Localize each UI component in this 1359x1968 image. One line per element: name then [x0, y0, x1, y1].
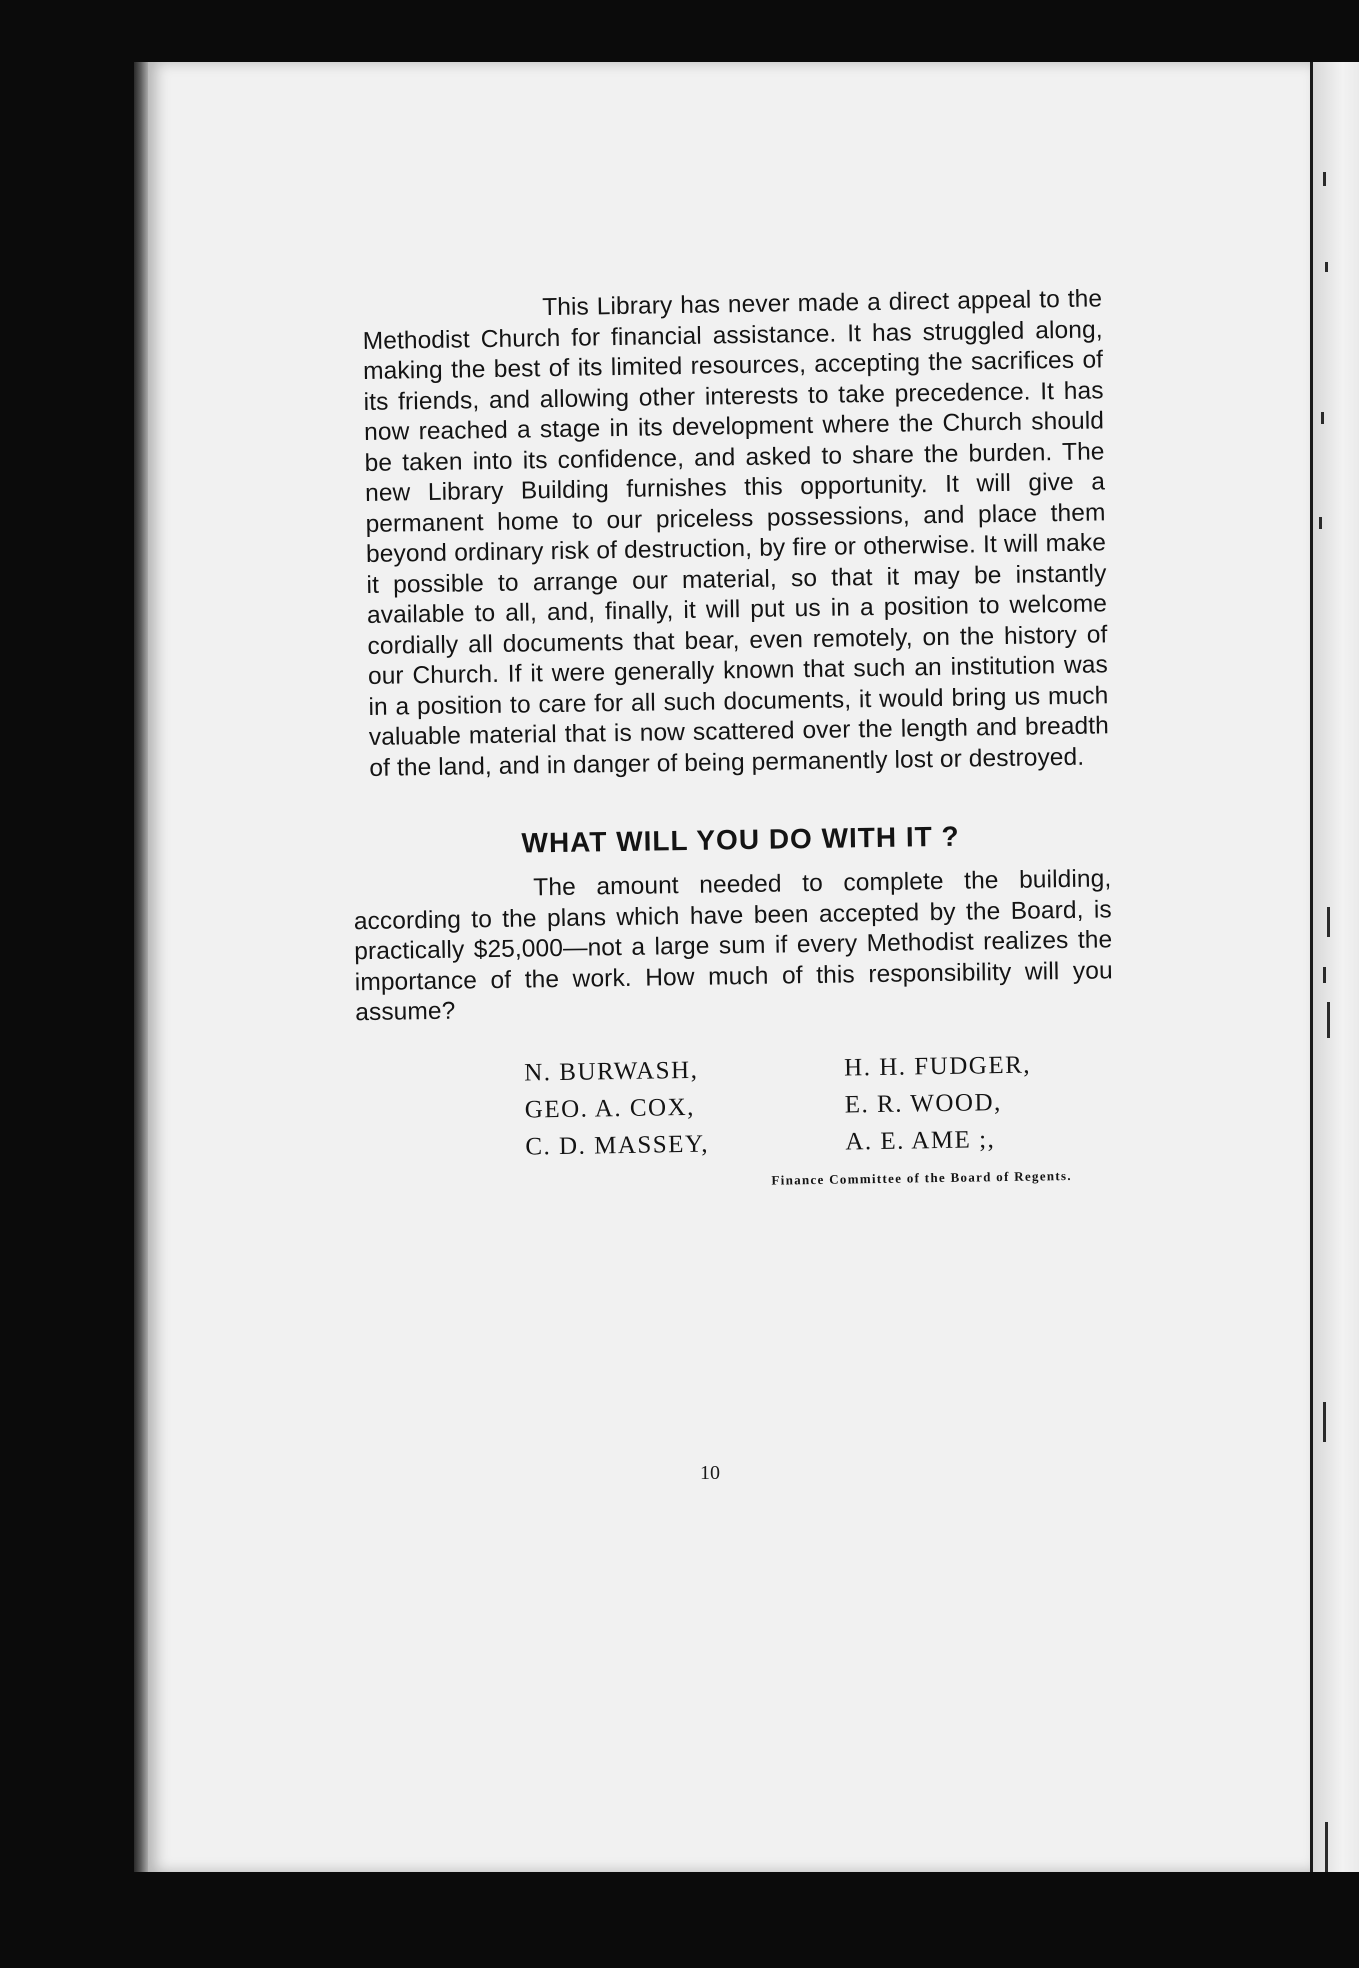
body-paragraph-2: The amount needed to complete the building, according to the plans which have been accepted by the Board, is practically $25,000—not a large sum if every Methodist realizes the importance of the work. How much of this responsibility will you assume?: [353, 865, 1113, 1027]
edge-mark: [1323, 1402, 1326, 1442]
signatory-massey: C. D. MASSEY,: [525, 1130, 710, 1161]
signatory-cox: GEO. A. COX,: [524, 1093, 696, 1124]
signature-block: [524, 1047, 1116, 1164]
facing-page-edge: [1310, 62, 1359, 1872]
signatory-ames: A. E. AME ;,: [845, 1125, 996, 1156]
signature-caption: Finance Committee of the Board of Regents.: [771, 1167, 1073, 1188]
body-paragraph-1: This Library has never made a direct appeal to the Methodist Church for financial assistance. It has struggled along, making the best of its limited resources, accepting the sacrifices of its friends, and allowing other interests to take precedence. It has now reached a stage in its development where the Church should be taken into its confidence, and asked to share the burden. The new Library Building furnishes this opportunity. It will give a permanent home to our priceless possessions, and place them beyond ordinary risk of destruction, by fire or otherwise. It will make it possible to arrange our material, so that it may be instantly available to all, and, finally, it will put us in a position to welcome cordially all documents that bear, even remotely, on the history of our Church. If it were generally known that such an institution was in a position to care for all such documents, it would bring us much valuable material that is now scattered over the length and breadth of the land, and in danger of being permanently lost or destroyed.: [362, 285, 1110, 782]
edge-mark: [1319, 517, 1322, 529]
edge-mark: [1323, 967, 1326, 983]
signatory-fudger: H. H. FUDGER,: [843, 1051, 1032, 1082]
edge-mark: [1325, 1822, 1328, 1872]
page-number: 10: [700, 1462, 720, 1484]
edge-mark: [1323, 172, 1326, 186]
signatory-wood: E. R. WOOD,: [844, 1088, 1002, 1119]
signatory-burwash: N. BURWASH,: [524, 1056, 699, 1087]
edge-mark: [1325, 262, 1328, 272]
edge-mark: [1327, 907, 1330, 937]
edge-mark: [1321, 412, 1324, 424]
section-heading: WHAT WILL YOU DO WITH IT ?: [521, 820, 960, 859]
page-content: [353, 284, 1116, 1194]
edge-mark: [1327, 1002, 1330, 1038]
